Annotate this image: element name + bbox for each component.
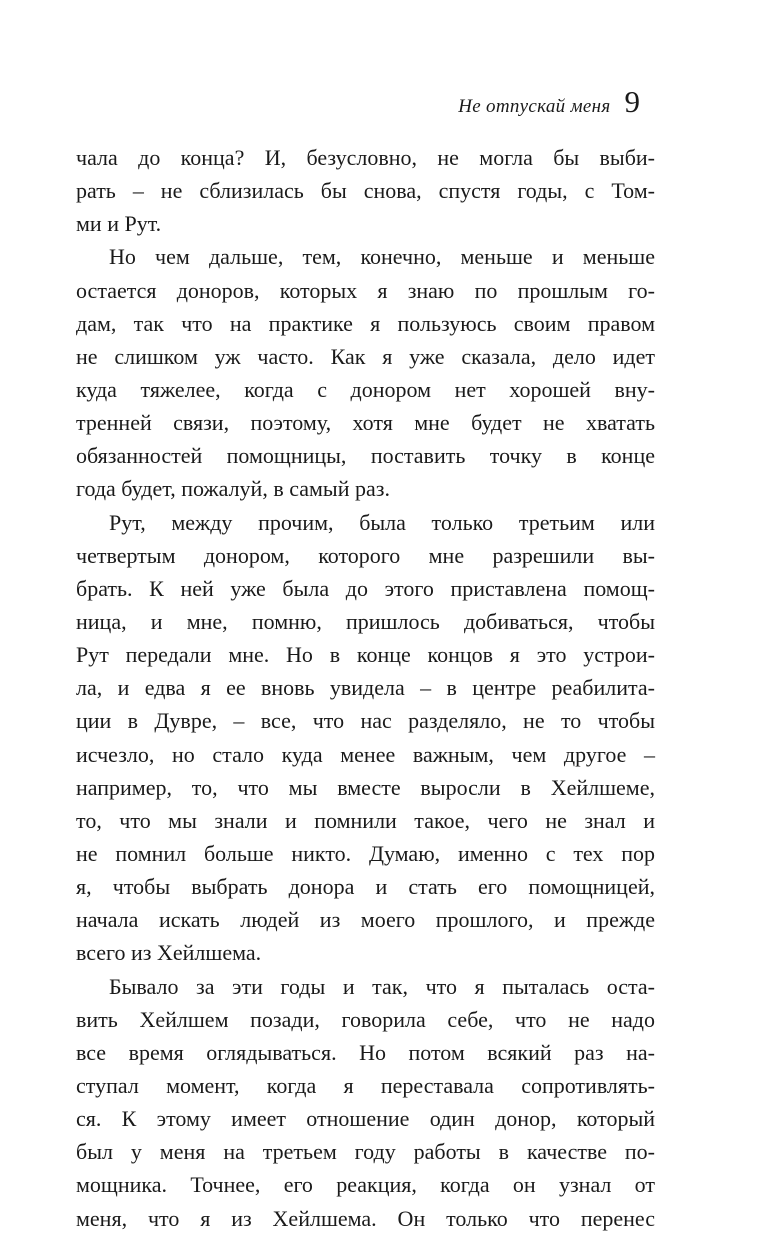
text-line: не слишком уж часто. Как я уже сказала, дело идет bbox=[76, 343, 655, 369]
text-line: ми и Рут. bbox=[76, 211, 162, 237]
text-line: был у меня на третьем году работы в качестве по- bbox=[76, 1139, 655, 1165]
text-line: вить Хейлшем позади, говорила себе, что не надо bbox=[76, 1006, 655, 1032]
text-line: чала до конца? И, безусловно, не могла бы выби- bbox=[76, 145, 655, 170]
text-line: обязанностей помощницы, поставить точку в конце bbox=[76, 443, 655, 469]
text-line: ступал момент, когда я переставала сопротивлять- bbox=[76, 1072, 655, 1098]
text-line: рать – не сблизилась бы снова, спустя годы, с Том- bbox=[76, 178, 655, 204]
text-line: все время оглядываться. Но потом всякий раз на- bbox=[76, 1039, 655, 1065]
text-line: то, что мы знали и помнили такое, чего не знал и bbox=[76, 807, 655, 833]
text-line: ла, и едва я ее вновь увидела – в центре реабилита- bbox=[76, 675, 655, 701]
text-line: года будет, пожалуй, в самый раз. bbox=[76, 476, 390, 502]
text-line: ница, и мне, помню, пришлось добиваться, чтобы bbox=[76, 608, 655, 634]
text-line: меня, что я из Хейлшема. Он только что перенес bbox=[76, 1205, 655, 1231]
page-number: 9 bbox=[624, 84, 640, 119]
running-title: Не отпускай меня bbox=[458, 96, 611, 117]
text-line: тренней связи, поэтому, хотя мне будет не хватать bbox=[76, 410, 655, 436]
text-line: например, то, что мы вместе выросли в Хейлшеме, bbox=[76, 774, 655, 800]
text-line: ся. К этому имеет отношение один донор, который bbox=[76, 1106, 655, 1132]
text-line: не помнил больше никто. Думаю, именно с тех пор bbox=[76, 840, 655, 866]
text-line: я, чтобы выбрать донора и стать его помощницей, bbox=[76, 874, 655, 900]
text-line: Но чем дальше, тем, конечно, меньше и меньше bbox=[109, 244, 655, 270]
text-line: Рут передали мне. Но в конце концов я это устрои- bbox=[76, 642, 655, 668]
text-line: всего из Хейлшема. bbox=[76, 940, 262, 966]
text-line: исчезло, но стало куда менее важным, чем другое – bbox=[76, 741, 655, 767]
paragraph bbox=[76, 506, 655, 970]
text-line: Рут, между прочим, была только третьим или bbox=[109, 509, 655, 535]
text-line: остается доноров, которых я знаю по прошлым го- bbox=[76, 277, 655, 303]
text-line: мощника. Точнее, его реакция, когда он узнал от bbox=[76, 1172, 655, 1198]
text-line: ции в Дувре, – все, что нас разделяло, не то чтобы bbox=[76, 708, 655, 734]
paragraph bbox=[76, 240, 655, 505]
paragraph bbox=[76, 141, 655, 240]
text-line: брать. К ней уже была до этого приставлена помощ- bbox=[76, 575, 655, 601]
page-header bbox=[458, 84, 640, 120]
text-line: четвертым донором, которого мне разрешили вы- bbox=[76, 542, 655, 568]
text-line: начала искать людей из моего прошлого, и прежде bbox=[76, 907, 655, 933]
text-line: куда тяжелее, когда с донором нет хорошей вну- bbox=[76, 376, 655, 402]
paragraph bbox=[76, 970, 655, 1235]
text-line: Бывало за эти годы и так, что я пыталась оста- bbox=[109, 973, 655, 999]
body-text bbox=[76, 141, 655, 1235]
text-line: дам, так что на практике я пользуюсь своим правом bbox=[76, 310, 655, 336]
